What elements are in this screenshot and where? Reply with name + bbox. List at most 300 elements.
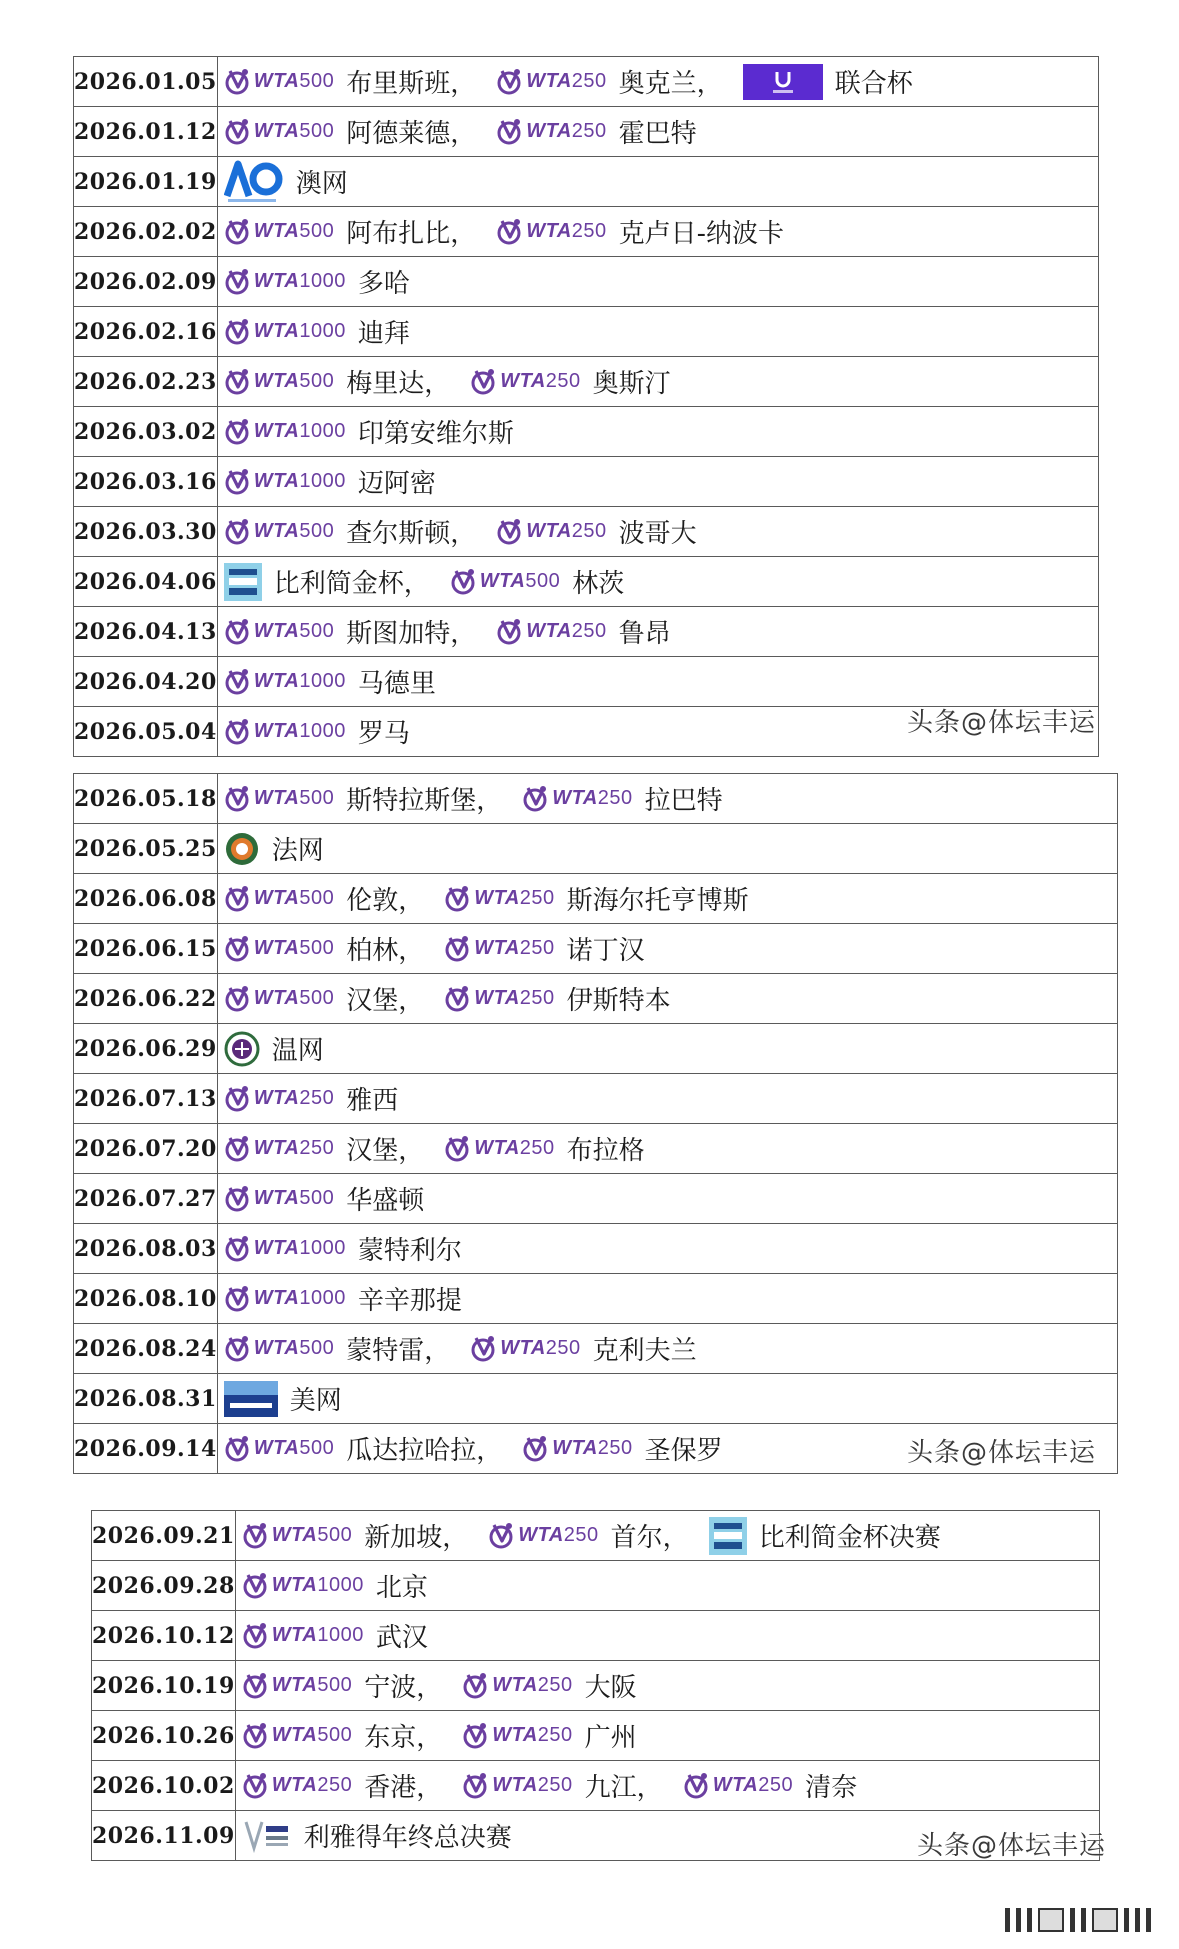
wta-500-badge (224, 934, 334, 964)
wta-text: WTA (500, 1337, 546, 1359)
wta-500-badge (242, 1521, 352, 1551)
event-city: 瓜达拉哈拉， (346, 1436, 503, 1466)
wta-label (254, 220, 334, 243)
event-date: 2026.07.27 (74, 1174, 218, 1224)
wta-level: 250 (299, 1137, 335, 1159)
wta-level: 500 (299, 120, 335, 142)
event-city: 迈阿密 (357, 469, 436, 499)
event-city: 斯海尔托亨博斯 (566, 886, 749, 916)
wta-text: WTA (253, 937, 300, 959)
wta-level: 500 (299, 220, 335, 242)
wta-1000-badge (224, 1234, 346, 1264)
wta-label (272, 1674, 352, 1697)
wta-icon (224, 117, 252, 147)
schedule-row (74, 257, 1099, 307)
wta-icon (242, 1571, 270, 1601)
wta-250-badge (496, 617, 606, 647)
event-date: 2026.03.30 (74, 507, 218, 557)
us-open-logo (224, 1381, 278, 1417)
event-date: 2026.06.29 (74, 1024, 218, 1074)
event-city: 武汉 (375, 1623, 428, 1653)
billie-jean-king-cup-logo (709, 1517, 747, 1555)
schedule-row (92, 1511, 1100, 1561)
schedule-row (92, 1561, 1100, 1611)
event-city: 迪拜 (357, 319, 410, 349)
wta-icon (683, 1771, 711, 1801)
watermark: 头条@体坛丰运 (917, 1831, 1107, 1861)
wta-500-badge (242, 1721, 352, 1751)
wta-text: WTA (552, 1437, 598, 1459)
wta-text: WTA (526, 520, 572, 542)
event-list (217, 607, 1098, 657)
wta-text: WTA (552, 787, 598, 809)
wta-label (552, 1437, 632, 1460)
wta-text: WTA (253, 720, 300, 742)
wta-text: WTA (271, 1524, 318, 1546)
schedule-row (92, 1711, 1100, 1761)
event-city: 雅西 (346, 1086, 399, 1116)
event-city: 拉巴特 (644, 786, 723, 816)
wta-icon (496, 617, 524, 647)
wta-label (526, 120, 606, 143)
event-list (217, 1024, 1117, 1074)
wta-level: 500 (299, 987, 335, 1009)
wta-label (552, 787, 632, 810)
wta-level: 250 (571, 220, 607, 242)
wta-icon (242, 1721, 270, 1751)
wta-250-badge (462, 1771, 572, 1801)
wta-500-badge (224, 367, 334, 397)
wta-text: WTA (518, 1524, 564, 1546)
wta-label (254, 1287, 346, 1310)
wta-icon (224, 1084, 252, 1114)
wta-icon (496, 217, 524, 247)
event-city: 霍巴特 (618, 119, 697, 149)
wta-text: WTA (526, 220, 572, 242)
wta-label (254, 370, 334, 393)
wta-label (480, 570, 560, 593)
event-date: 2026.09.21 (92, 1511, 236, 1561)
united-cup-logo (743, 64, 823, 100)
schedule-row (74, 1024, 1118, 1074)
event-city: 联合杯 (834, 69, 913, 99)
event-city: 奥斯汀 (592, 369, 671, 399)
wta-250-badge (444, 934, 554, 964)
wta-icon (224, 517, 252, 547)
wta-label (254, 1237, 346, 1260)
wta-text: WTA (253, 670, 300, 692)
event-date: 2026.06.08 (74, 874, 218, 924)
wta-500-badge (224, 984, 334, 1014)
wta-text: WTA (253, 370, 300, 392)
schedule-row (74, 974, 1118, 1024)
event-date: 2026.03.02 (74, 407, 218, 457)
event-list (217, 307, 1098, 357)
wta-level: 250 (545, 1337, 581, 1359)
wta-level: 250 (537, 1724, 573, 1746)
wta-text: WTA (253, 620, 300, 642)
wta-icon (224, 267, 252, 297)
wta-icon (224, 667, 252, 697)
wta-level: 1000 (299, 420, 346, 442)
event-date: 2026.11.09 (92, 1811, 236, 1861)
event-city: 布拉格 (566, 1136, 645, 1166)
event-list (217, 1174, 1117, 1224)
wta-250-badge (496, 67, 606, 97)
schedule-row (74, 1274, 1118, 1324)
schedule-row (74, 1324, 1118, 1374)
wta-level: 500 (299, 1337, 335, 1359)
wta-icon (224, 1434, 252, 1464)
event-city: 布里斯班， (346, 69, 477, 99)
wta-level: 500 (299, 1187, 335, 1209)
wta-500-badge (224, 1434, 334, 1464)
wta-text: WTA (253, 270, 300, 292)
event-list (217, 1224, 1117, 1274)
event-date: 2026.10.26 (92, 1711, 236, 1761)
wta-icon (224, 1284, 252, 1314)
wta-level: 500 (299, 370, 335, 392)
wta-icon (444, 984, 472, 1014)
wta-icon (242, 1771, 270, 1801)
wta-label (500, 1337, 580, 1360)
wta-text: WTA (474, 1137, 520, 1159)
event-city: 奥克兰， (618, 69, 723, 99)
event-city: 美网 (289, 1386, 342, 1416)
event-city: 罗马 (357, 719, 410, 749)
wta-label (474, 1137, 554, 1160)
wta-500-badge (224, 67, 334, 97)
wta-label (272, 1624, 364, 1647)
schedule-row (74, 157, 1099, 207)
schedule-row (74, 307, 1099, 357)
wta-1000-badge (224, 1284, 346, 1314)
wta-label (254, 420, 346, 443)
event-city: 印第安维尔斯 (357, 419, 514, 449)
wta-level: 500 (317, 1724, 353, 1746)
wta-label (254, 1437, 334, 1460)
event-list (217, 457, 1098, 507)
wta-label (254, 1187, 334, 1210)
wta-label (254, 520, 334, 543)
schedule-row (74, 507, 1099, 557)
wta-500-badge (224, 1334, 334, 1364)
wta-icon (444, 1134, 472, 1164)
event-date: 2026.10.19 (92, 1661, 236, 1711)
event-list (235, 1511, 1099, 1561)
wimbledon-logo (224, 1031, 260, 1067)
event-list (217, 824, 1117, 874)
event-list (217, 657, 1098, 707)
wta-icon (242, 1621, 270, 1651)
wta-250-badge (683, 1771, 793, 1801)
event-city: 大阪 (584, 1673, 637, 1703)
wta-1000-badge (242, 1571, 364, 1601)
wta-icon (224, 317, 252, 347)
wta-icon (224, 467, 252, 497)
wta-icon (444, 934, 472, 964)
schedule-row (74, 57, 1099, 107)
wta-level: 250 (597, 1437, 633, 1459)
wta-finals-logo (242, 1818, 292, 1854)
wta-level: 250 (571, 520, 607, 542)
wta-level: 500 (525, 570, 561, 592)
event-list (217, 924, 1117, 974)
wta-1000-badge (224, 667, 346, 697)
event-city: 查尔斯顿， (346, 519, 477, 549)
roland-garros-logo (224, 831, 260, 867)
wta-label (254, 720, 346, 743)
event-city: 汉堡， (346, 1136, 425, 1166)
wta-label (492, 1724, 572, 1747)
event-list (217, 107, 1098, 157)
wta-label (272, 1574, 364, 1597)
event-date: 2026.10.02 (92, 1761, 236, 1811)
event-city: 伦敦， (346, 886, 425, 916)
schedule-row (74, 657, 1099, 707)
event-list (217, 57, 1098, 107)
event-city: 首尔， (610, 1523, 689, 1553)
wta-label (474, 937, 554, 960)
wta-icon (470, 1334, 498, 1364)
schedule-row (74, 407, 1099, 457)
wta-level: 250 (519, 987, 555, 1009)
wta-icon (496, 67, 524, 97)
wta-level: 250 (317, 1774, 353, 1796)
schedule-row (92, 1611, 1100, 1661)
wta-1000-badge (224, 317, 346, 347)
wta-250-badge (462, 1721, 572, 1751)
wta-text: WTA (253, 1337, 300, 1359)
wta-level: 250 (571, 120, 607, 142)
wta-level: 250 (545, 370, 581, 392)
schedule-row (74, 557, 1099, 607)
wta-250-badge (496, 217, 606, 247)
wta-text: WTA (526, 620, 572, 642)
wta-text: WTA (253, 1437, 300, 1459)
wta-text: WTA (253, 470, 300, 492)
wta-500-badge (224, 1184, 334, 1214)
wta-label (492, 1674, 572, 1697)
event-date: 2026.02.09 (74, 257, 218, 307)
wta-500-badge (224, 617, 334, 647)
schedule-row (74, 774, 1118, 824)
event-city: 温网 (271, 1036, 324, 1066)
wta-level: 250 (571, 70, 607, 92)
wta-icon (450, 567, 478, 597)
wta-1000-badge (224, 417, 346, 447)
schedule-row (74, 607, 1099, 657)
wta-text: WTA (492, 1774, 538, 1796)
event-city: 宁波， (364, 1673, 443, 1703)
event-list (217, 357, 1098, 407)
wta-label (254, 120, 334, 143)
event-list (235, 1661, 1099, 1711)
wta-label (526, 220, 606, 243)
wta-level: 1000 (299, 320, 346, 342)
wta-level: 250 (597, 787, 633, 809)
wta-text: WTA (253, 1137, 300, 1159)
wta-icon (224, 417, 252, 447)
wta-icon (224, 934, 252, 964)
wta-label (474, 987, 554, 1010)
event-list (217, 407, 1098, 457)
wta-icon (224, 884, 252, 914)
wta-text: WTA (271, 1674, 318, 1696)
wta-text: WTA (474, 937, 520, 959)
event-date: 2026.08.10 (74, 1274, 218, 1324)
wta-250-badge (488, 1521, 598, 1551)
wta-text: WTA (492, 1724, 538, 1746)
wta-icon (242, 1521, 270, 1551)
wta-text: WTA (253, 787, 300, 809)
wta-text: WTA (474, 987, 520, 1009)
wta-icon (444, 884, 472, 914)
event-date: 2026.03.16 (74, 457, 218, 507)
event-date: 2026.08.24 (74, 1324, 218, 1374)
wta-level: 1000 (317, 1574, 364, 1596)
wta-icon (224, 217, 252, 247)
wta-label (254, 620, 334, 643)
wta-level: 500 (317, 1524, 353, 1546)
wta-text: WTA (253, 887, 300, 909)
event-city: 斯图加特， (346, 619, 477, 649)
wta-label (254, 70, 334, 93)
event-list (235, 1711, 1099, 1761)
event-list (217, 1324, 1117, 1374)
wta-level: 500 (299, 620, 335, 642)
event-city: 蒙特利尔 (357, 1236, 462, 1266)
event-city: 阿德莱德， (346, 119, 477, 149)
wta-level: 250 (758, 1774, 794, 1796)
event-list (217, 157, 1098, 207)
wta-text: WTA (253, 987, 300, 1009)
wta-icon (462, 1721, 490, 1751)
wta-label (254, 987, 334, 1010)
wta-level: 500 (299, 520, 335, 542)
wta-text: WTA (271, 1574, 318, 1596)
australian-open-logo (224, 160, 284, 204)
event-list (217, 774, 1117, 824)
wta-text: WTA (271, 1724, 318, 1746)
schedule-table-3 (91, 1510, 1100, 1861)
wta-text: WTA (253, 420, 300, 442)
wta-text: WTA (271, 1624, 318, 1646)
event-city: 柏林， (346, 936, 425, 966)
wta-250-badge (242, 1771, 352, 1801)
wta-label (492, 1774, 572, 1797)
wta-250-badge (444, 1134, 554, 1164)
event-city: 马德里 (357, 669, 436, 699)
wta-icon (242, 1671, 270, 1701)
event-date: 2026.01.05 (74, 57, 218, 107)
wta-label (272, 1774, 352, 1797)
event-date: 2026.07.20 (74, 1124, 218, 1174)
wta-label (272, 1724, 352, 1747)
event-city: 华盛顿 (346, 1186, 425, 1216)
wta-level: 1000 (299, 1237, 346, 1259)
wta-level: 1000 (299, 470, 346, 492)
wta-500-badge (224, 784, 334, 814)
wta-level: 1000 (317, 1624, 364, 1646)
wta-label (254, 937, 334, 960)
schedule-table-1 (73, 56, 1099, 757)
event-list (235, 1561, 1099, 1611)
wta-250-badge (462, 1671, 572, 1701)
wta-500-badge (224, 517, 334, 547)
event-city: 清奈 (805, 1773, 858, 1803)
wta-level: 500 (299, 1437, 335, 1459)
wta-label (254, 1087, 334, 1110)
event-list (217, 507, 1098, 557)
wta-text: WTA (500, 370, 546, 392)
schedule-row (74, 824, 1118, 874)
event-city: 东京， (364, 1723, 443, 1753)
event-city: 克卢日-纳波卡 (618, 219, 785, 249)
wta-level: 500 (299, 887, 335, 909)
wta-label (526, 620, 606, 643)
event-list (235, 1761, 1099, 1811)
wta-icon (496, 117, 524, 147)
wta-icon (224, 367, 252, 397)
wta-icon (224, 717, 252, 747)
wta-text: WTA (253, 1237, 300, 1259)
wta-label (713, 1774, 793, 1797)
event-list (217, 1074, 1117, 1124)
event-city: 蒙特雷， (346, 1336, 451, 1366)
wta-icon (224, 1334, 252, 1364)
wta-icon (470, 367, 498, 397)
event-list (217, 1374, 1117, 1424)
wta-label (254, 787, 334, 810)
event-city: 伊斯特本 (566, 986, 671, 1016)
event-date: 2026.08.03 (74, 1224, 218, 1274)
event-date: 2026.02.02 (74, 207, 218, 257)
event-city: 新加坡， (364, 1523, 469, 1553)
billie-jean-king-cup-logo (224, 563, 262, 601)
wta-500-badge (242, 1671, 352, 1701)
watermark: 头条@体坛丰运 (907, 708, 1097, 738)
wta-level: 250 (519, 1137, 555, 1159)
wta-icon (522, 784, 550, 814)
wta-icon (522, 1434, 550, 1464)
wta-250-badge (444, 984, 554, 1014)
event-list (217, 1274, 1117, 1324)
wta-level: 250 (519, 887, 555, 909)
wta-label (254, 270, 346, 293)
page-indicator (1005, 1908, 1151, 1932)
wta-label (254, 670, 346, 693)
event-city: 比利简金杯， (273, 569, 430, 599)
wta-text: WTA (479, 570, 526, 592)
wta-250-badge (522, 784, 632, 814)
schedule-row (74, 457, 1099, 507)
watermark: 头条@体坛丰运 (907, 1438, 1097, 1468)
wta-label (526, 520, 606, 543)
event-city: 鲁昂 (618, 619, 671, 649)
event-date: 2026.04.13 (74, 607, 218, 657)
schedule-row (92, 1661, 1100, 1711)
wta-500-badge (224, 217, 334, 247)
wta-level: 250 (537, 1774, 573, 1796)
wta-icon (488, 1521, 516, 1551)
wta-level: 500 (299, 937, 335, 959)
wta-label (254, 320, 346, 343)
wta-text: WTA (526, 70, 572, 92)
wta-1000-badge (224, 717, 346, 747)
wta-level: 1000 (299, 670, 346, 692)
event-city: 克利夫兰 (592, 1336, 697, 1366)
